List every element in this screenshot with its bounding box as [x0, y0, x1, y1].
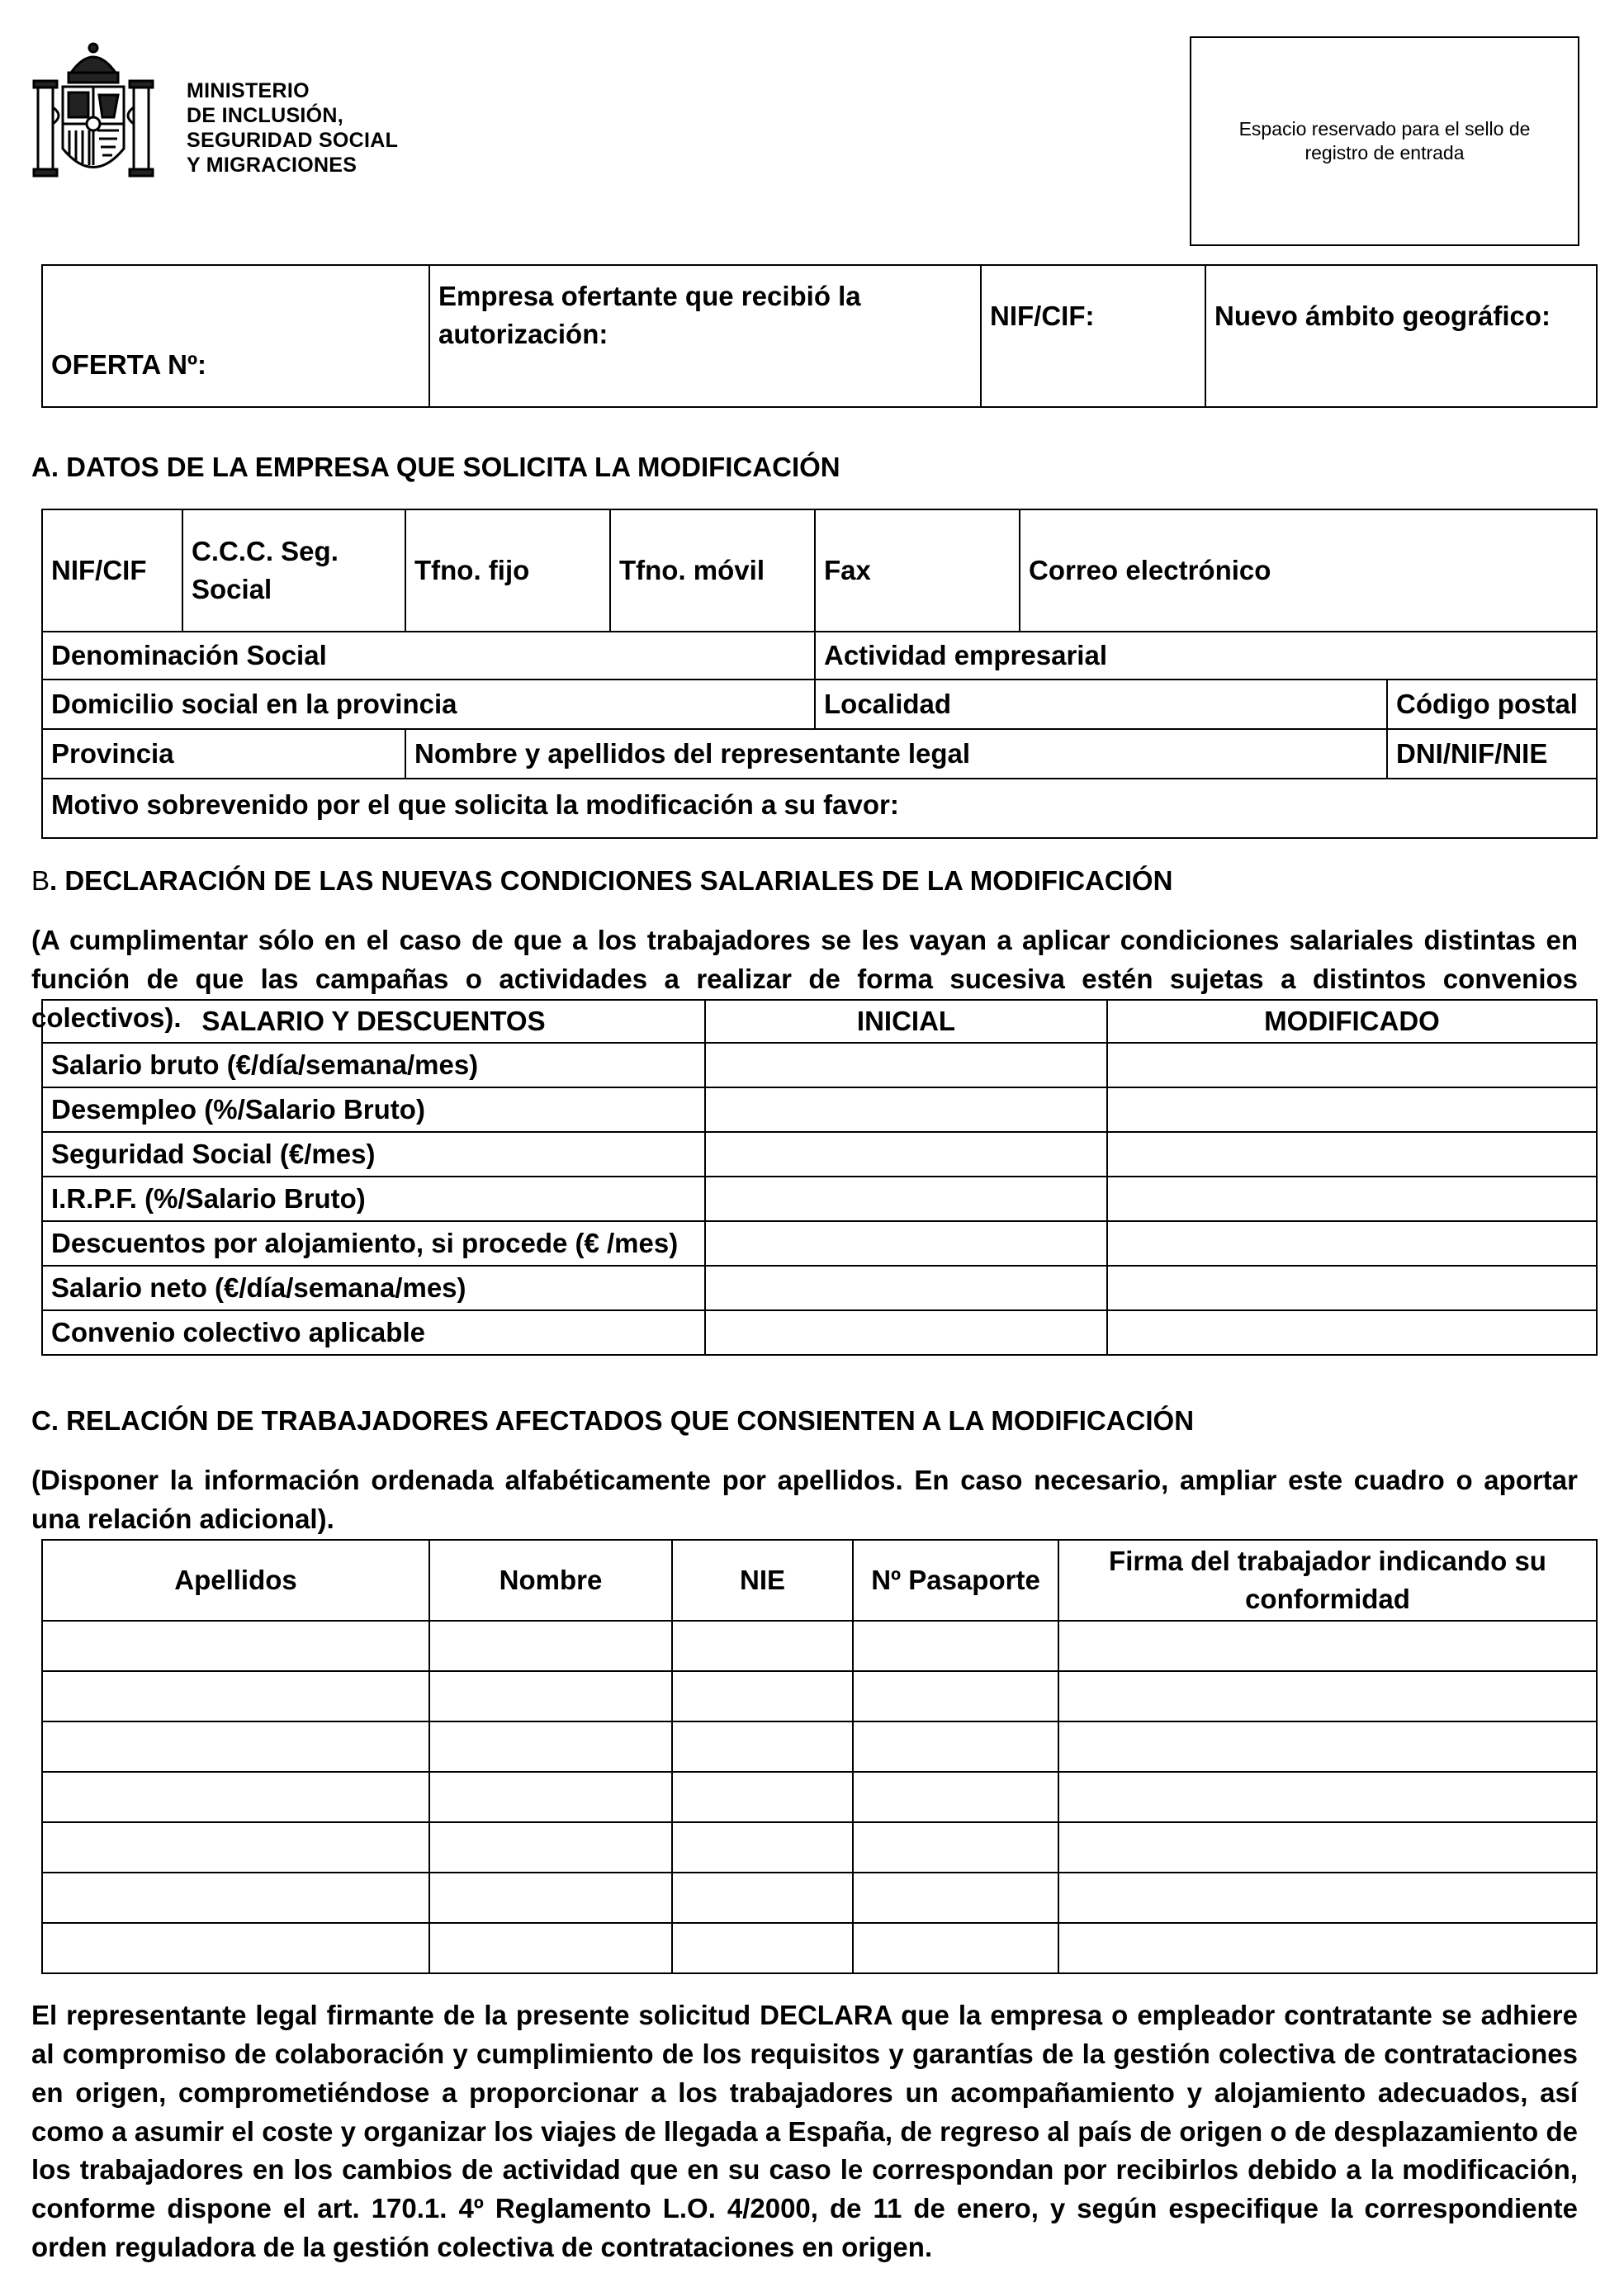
worker-nie-cell[interactable] — [672, 1772, 853, 1822]
ccc-field[interactable] — [182, 509, 405, 632]
company-name-field[interactable] — [42, 632, 815, 680]
salary-header-concept: SALARIO Y DESCUENTOS — [42, 1000, 705, 1043]
salary-modified-cell[interactable] — [1107, 1310, 1597, 1355]
ministry-logo — [31, 41, 155, 186]
worker-row — [42, 1772, 1597, 1822]
email-label: Correo electrónico — [1029, 554, 1271, 585]
worker-nie-cell[interactable] — [672, 1822, 853, 1873]
worker-nie-cell[interactable] — [672, 1621, 853, 1671]
worker-nie-cell[interactable] — [672, 1671, 853, 1721]
worker-name-cell[interactable] — [429, 1721, 672, 1772]
offering-company-label: Empresa ofertante que recibió la autorización: — [438, 281, 861, 350]
offer-table — [41, 264, 1598, 408]
worker-row — [42, 1621, 1597, 1671]
salary-modified-cell[interactable] — [1107, 1043, 1597, 1087]
salary-modified-cell[interactable] — [1107, 1177, 1597, 1221]
worker-surname-cell[interactable] — [42, 1923, 429, 1973]
registry-stamp-text: Espacio reservado para el sello de registro de entrada — [1238, 118, 1531, 163]
section-b-note: (A cumplimentar sólo en el caso de que a los trabajadores se les vayan a aplicar condiciones salariales distintas en función de que las campañas o actividades a realizar de forma sucesiva estén sujetas a distintos convenios colectivos). — [31, 925, 1578, 1033]
worker-surname-cell[interactable] — [42, 1873, 429, 1923]
workers-header-signature — [1058, 1540, 1597, 1621]
reason-field[interactable] — [42, 779, 1597, 838]
workers-body — [42, 1621, 1597, 1973]
registered-address-label: Domicilio social en la provincia — [51, 688, 457, 719]
postal-code-field[interactable] — [1387, 680, 1597, 729]
fax-field[interactable] — [815, 509, 1020, 632]
fax-label: Fax — [824, 554, 871, 585]
worker-name-cell[interactable] — [429, 1621, 672, 1671]
mobile-field[interactable] — [610, 509, 815, 632]
salary-header-initial: INICIAL — [705, 1000, 1107, 1043]
workers-table — [41, 1539, 1598, 1974]
salary-initial-cell[interactable] — [705, 1132, 1107, 1177]
worker-surname-cell[interactable] — [42, 1671, 429, 1721]
worker-row — [42, 1671, 1597, 1721]
registry-stamp-box — [1190, 36, 1579, 246]
worker-passport-cell[interactable] — [853, 1822, 1058, 1873]
worker-signature-cell[interactable] — [1058, 1721, 1597, 1772]
salary-row-label: Salario neto (€/día/semana/mes) — [42, 1266, 705, 1310]
landline-field[interactable] — [405, 509, 610, 632]
section-a-title: A. DATOS DE LA EMPRESA QUE SOLICITA LA MODIFICACIÓN — [31, 452, 840, 482]
salary-initial-cell[interactable] — [705, 1087, 1107, 1132]
workers-header-name: Nombre — [429, 1540, 672, 1621]
salary-modified-cell[interactable] — [1107, 1221, 1597, 1266]
salary-table — [41, 999, 1598, 1356]
ministry-line: SEGURIDAD SOCIAL — [187, 129, 399, 152]
reason-label: Motivo sobrevenido por el que solicita la modificación a su favor: — [51, 789, 899, 820]
ministry-name — [187, 78, 398, 178]
offer-number-field[interactable] — [42, 265, 429, 407]
workers-header-passport: Nº Pasaporte — [853, 1540, 1058, 1621]
worker-name-cell[interactable] — [429, 1822, 672, 1873]
worker-name-cell[interactable] — [429, 1923, 672, 1973]
section-c-title: C. RELACIÓN DE TRABAJADORES AFECTADOS QUE CONSIENTEN A LA MODIFICACIÓN — [31, 1405, 1195, 1436]
section-b-title-text: . DECLARACIÓN DE LAS NUEVAS CONDICIONES SALARIALES DE LA MODIFICACIÓN — [50, 865, 1173, 896]
worker-name-cell[interactable] — [429, 1873, 672, 1923]
worker-signature-cell[interactable] — [1058, 1923, 1597, 1973]
locality-field[interactable] — [815, 680, 1387, 729]
ccc-label: C.C.C. Seg. Social — [192, 535, 339, 604]
worker-signature-cell[interactable] — [1058, 1772, 1597, 1822]
worker-surname-cell[interactable] — [42, 1721, 429, 1772]
worker-surname-cell[interactable] — [42, 1621, 429, 1671]
salary-modified-cell[interactable] — [1107, 1132, 1597, 1177]
worker-surname-cell[interactable] — [42, 1822, 429, 1873]
salary-modified-cell[interactable] — [1107, 1266, 1597, 1310]
worker-nie-cell[interactable] — [672, 1873, 853, 1923]
legal-representative-field[interactable] — [405, 729, 1387, 779]
worker-signature-cell[interactable] — [1058, 1822, 1597, 1873]
offer-nif-field[interactable] — [981, 265, 1205, 407]
postal-code-label: Código postal — [1396, 688, 1578, 719]
geographic-scope-field[interactable] — [1205, 265, 1597, 407]
salary-initial-cell[interactable] — [705, 1043, 1107, 1087]
dni-label: DNI/NIF/NIE — [1396, 737, 1548, 769]
salary-row-label: Descuentos por alojamiento, si procede (€ /mes) — [42, 1221, 705, 1266]
offer-nif-label: NIF/CIF: — [990, 301, 1095, 331]
ministry-line: DE INCLUSIÓN, — [187, 104, 344, 127]
worker-passport-cell[interactable] — [853, 1772, 1058, 1822]
salary-row-label: Desempleo (%/Salario Bruto) — [42, 1087, 705, 1132]
province-label: Provincia — [51, 737, 174, 769]
company-nif-field[interactable] — [42, 509, 182, 632]
ministry-line: MINISTERIO — [187, 79, 310, 102]
worker-passport-cell[interactable] — [853, 1873, 1058, 1923]
salary-initial-cell[interactable] — [705, 1310, 1107, 1355]
workers-header-nie: NIE — [672, 1540, 853, 1621]
email-field[interactable] — [1020, 509, 1597, 632]
business-activity-label: Actividad empresarial — [824, 639, 1107, 670]
worker-passport-cell[interactable] — [853, 1621, 1058, 1671]
section-c-note: (Disponer la información ordenada alfabéticamente por apellidos. En caso necesario, ampliar este cuadro o aportar una relación adicional). — [31, 1465, 1578, 1534]
company-nif-label: NIF/CIF — [51, 554, 147, 585]
salary-initial-cell[interactable] — [705, 1266, 1107, 1310]
worker-row — [42, 1721, 1597, 1772]
ministry-line: Y MIGRACIONES — [187, 154, 357, 177]
offer-number-label: OFERTA Nº: — [51, 348, 207, 380]
salary-header-modified: MODIFICADO — [1107, 1000, 1597, 1043]
worker-signature-cell[interactable] — [1058, 1873, 1597, 1923]
province-field[interactable] — [42, 729, 405, 779]
worker-surname-cell[interactable] — [42, 1772, 429, 1822]
worker-name-cell[interactable] — [429, 1671, 672, 1721]
worker-passport-cell[interactable] — [853, 1923, 1058, 1973]
coat-of-arms-icon — [31, 41, 155, 186]
worker-row — [42, 1873, 1597, 1923]
company-name-label: Denominación Social — [51, 639, 327, 670]
salary-initial-cell[interactable] — [705, 1221, 1107, 1266]
geographic-scope-label: Nuevo ámbito geográfico: — [1214, 301, 1551, 331]
salary-modified-cell[interactable] — [1107, 1087, 1597, 1132]
registered-address-field[interactable] — [42, 680, 815, 729]
dni-field[interactable] — [1387, 729, 1597, 779]
legal-declaration: El representante legal firmante de la presente solicitud DECLARA que la empresa o empleador contratante se adhiere al compromiso de colaboración y cumplimiento de los requisitos y garantías de la gestión colectiva de contrataciones en origen, comprometiéndose a proporcionar a los trabajadores un acompañamiento y alojamiento adecuados, así como a asumir el coste y organizar los viajes de llegada a España, de regreso al país de origen o de desplazamiento de los trabajadores en los cambios de actividad que en su caso le correspondan por recibirlos debido a la modificación, conforme dispone el art. 170.1. 4º Reglamento L.O. 4/2000, de 11 de enero, y según especifique la correspondiente orden reguladora de la gestión colectiva de contrataciones en origen. — [31, 2000, 1578, 2263]
worker-nie-cell[interactable] — [672, 1721, 853, 1772]
section-b-title — [31, 864, 1172, 899]
locality-label: Localidad — [824, 688, 952, 719]
legal-representative-label: Nombre y apellidos del representante legal — [414, 737, 971, 769]
mobile-label: Tfno. móvil — [619, 554, 765, 585]
worker-row — [42, 1822, 1597, 1873]
business-activity-field[interactable] — [815, 632, 1597, 680]
salary-row-label: Seguridad Social (€/mes) — [42, 1132, 705, 1177]
salary-row-label: Convenio colectivo aplicable — [42, 1310, 705, 1355]
workers-header-signature-label: Firma del trabajador indicando su conformidad — [1109, 1545, 1546, 1614]
worker-passport-cell[interactable] — [853, 1721, 1058, 1772]
worker-passport-cell[interactable] — [853, 1671, 1058, 1721]
worker-name-cell[interactable] — [429, 1772, 672, 1822]
salary-row-label: Salario bruto (€/día/semana/mes) — [42, 1043, 705, 1087]
salary-initial-cell[interactable] — [705, 1177, 1107, 1221]
worker-signature-cell[interactable] — [1058, 1621, 1597, 1671]
worker-row — [42, 1923, 1597, 1973]
offering-company-field[interactable] — [429, 265, 981, 407]
worker-nie-cell[interactable] — [672, 1923, 853, 1973]
section-b-title-prefix: B — [31, 865, 50, 896]
workers-header-surname: Apellidos — [42, 1540, 429, 1621]
worker-signature-cell[interactable] — [1058, 1671, 1597, 1721]
company-data-table — [41, 509, 1598, 839]
landline-label: Tfno. fijo — [414, 554, 530, 585]
salary-row-label: I.R.P.F. (%/Salario Bruto) — [42, 1177, 705, 1221]
